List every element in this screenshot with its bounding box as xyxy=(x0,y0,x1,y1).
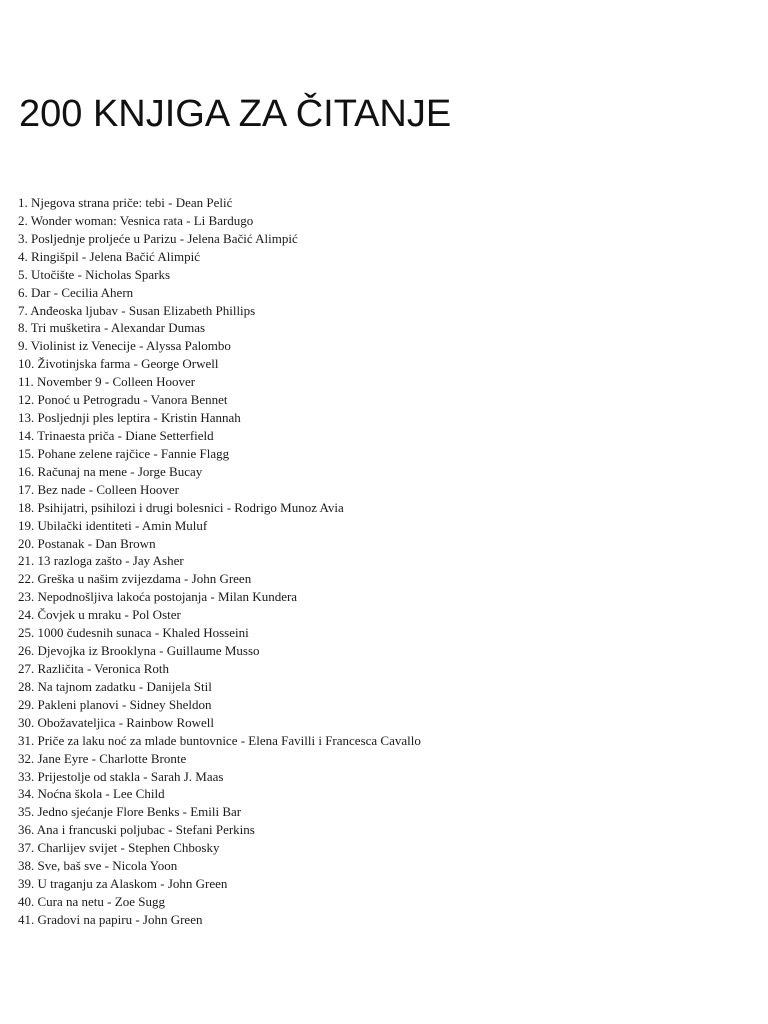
book-list-item: 11. November 9 - Colleen Hoover xyxy=(18,374,196,390)
book-list-item: 10. Životinjska farma - George Orwell xyxy=(18,356,219,372)
book-list-item: 21. 13 razloga zašto - Jay Asher xyxy=(18,553,184,569)
book-list-item: 31. Priče za laku noć za mlade buntovnice - Elena Favilli i Francesca Cavallo xyxy=(18,732,421,748)
book-list-item: 32. Jane Eyre - Charlotte Bronte xyxy=(18,750,187,766)
book-list-item: 28. Na tajnom zadatku - Danijela Stil xyxy=(18,678,212,694)
book-list-item: 12. Ponoć u Petrogradu - Vanora Bennet xyxy=(18,392,228,408)
book-list-item: 39. U traganju za Alaskom - John Green xyxy=(18,876,228,892)
book-list-item: 34. Noćna škola - Lee Child xyxy=(18,786,165,802)
book-list-item: 35. Jedno sjećanje Flore Benks - Emili Bar xyxy=(18,804,242,820)
book-list-item: 3. Posljednje proljeće u Parizu - Jelena Bačić Alimpić xyxy=(18,230,298,246)
book-list-item: 30. Obožavateljica - Rainbow Rowell xyxy=(18,714,215,730)
book-list-item: 4. Ringišpil - Jelena Bačić Alimpić xyxy=(18,248,200,264)
book-list-item: 29. Pakleni planovi - Sidney Sheldon xyxy=(18,696,212,712)
book-list-item: 14. Trinaesta priča - Diane Setterfield xyxy=(18,427,214,443)
book-list-item: 16. Računaj na mene - Jorge Bucay xyxy=(18,463,203,479)
book-list xyxy=(18,194,421,929)
book-list-item: 20. Postanak - Dan Brown xyxy=(18,535,156,551)
book-list-item: 33. Prijestolje od stakla - Sarah J. Maas xyxy=(18,768,224,784)
book-list-item: 36. Ana i francuski poljubac - Stefani Perkins xyxy=(18,822,255,838)
book-list-item: 19. Ubilački identiteti - Amin Muluf xyxy=(18,517,208,533)
book-list-item: 5. Utočište - Nicholas Sparks xyxy=(18,266,171,282)
book-list-item: 2. Wonder woman: Vesnica rata - Li Bardugo xyxy=(18,212,254,228)
book-list-item: 38. Sve, baš sve - Nicola Yoon xyxy=(18,858,178,874)
book-list-item: 41. Gradovi na papiru - John Green xyxy=(18,911,203,927)
book-list-item: 9. Violinist iz Venecije - Alyssa Palombo xyxy=(18,338,231,354)
book-list-item: 27. Različita - Veronica Roth xyxy=(18,660,170,676)
page-title: 200 KNJIGA ZA ČITANJE xyxy=(19,93,452,135)
book-list-item: 25. 1000 čudesnih sunaca - Khaled Hosseini xyxy=(18,625,249,641)
book-list-item: 6. Dar - Cecilia Ahern xyxy=(18,284,134,300)
book-list-item: 13. Posljednji ples leptira - Kristin Hannah xyxy=(18,410,241,426)
book-list-item: 24. Čovjek u mraku - Pol Oster xyxy=(18,607,181,623)
book-list-item: 8. Tri mušketira - Alexandar Dumas xyxy=(18,320,206,336)
book-list-item: 7. Anđeoska ljubav - Susan Elizabeth Phillips xyxy=(18,302,256,318)
book-list-item: 22. Greška u našim zvijezdama - John Green xyxy=(18,571,252,587)
book-list-item: 23. Nepodnošljiva lakoća postojanja - Milan Kundera xyxy=(18,589,298,605)
book-list-item: 1. Njegova strana priče: tebi - Dean Pelić xyxy=(18,195,233,210)
book-list-item: 40. Cura na netu - Zoe Sugg xyxy=(18,893,165,909)
book-list-item: 18. Psihijatri, psihilozi i drugi bolesnici - Rodrigo Munoz Avia xyxy=(18,499,344,515)
book-list-item: 37. Charlijev svijet - Stephen Chbosky xyxy=(18,840,220,856)
book-list-item: 15. Pohane zelene rajčice - Fannie Flagg xyxy=(18,445,230,461)
book-list-item: 17. Bez nade - Colleen Hoover xyxy=(18,481,180,497)
book-list-item: 26. Djevojka iz Brooklyna - Guillaume Musso xyxy=(18,643,260,659)
